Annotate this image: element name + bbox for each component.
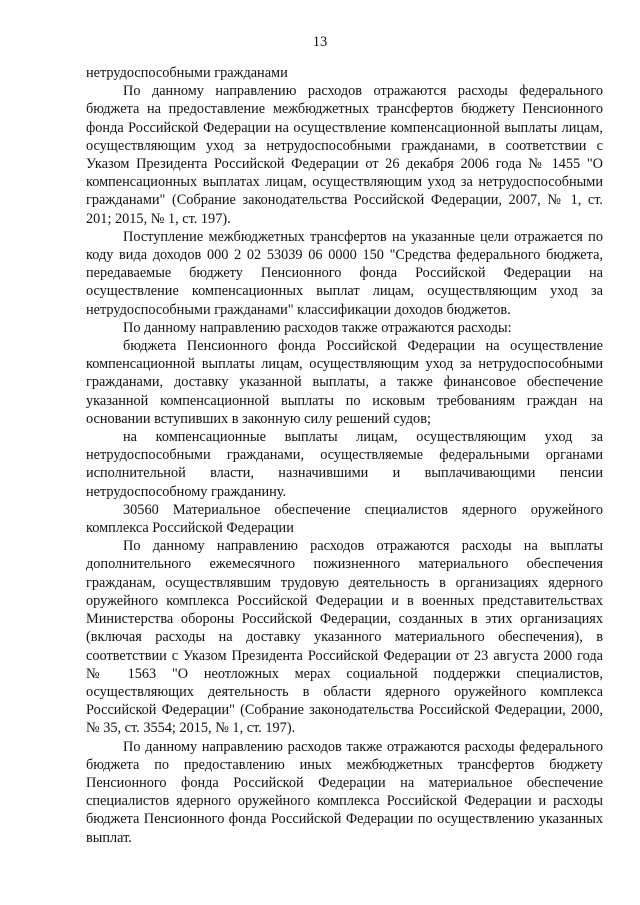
paragraph-income-code: Поступление межбюджетных трансфертов на указанные цели отражается по коду вида доходов 000 2 02 53039 06 0000 150 "Средства федерального бюджета, передаваемые бюджету Пенсионного фонда Российской Федерации на осуществление компенсационных выплат лицам, осуществляющим уход за нетрудоспособными гражданами" классификации доходов бюджетов. <box>86 228 603 318</box>
paragraph-compensation-payments: на компенсационные выплаты лицам, осуществляющим уход за нетрудоспособными гражданами, осуществляемые федеральными органами исполнительной власти, назначившими и выплачивающими пенсии нетрудоспособному гражданину. <box>86 429 603 500</box>
document-body <box>86 64 603 847</box>
section-heading-30560: 30560 Материальное обеспечение специалистов ядерного оружейного комплекса Российской Федерации <box>86 501 603 537</box>
paragraph-federal-budget-transfers: По данному направлению расходов отражаются расходы федерального бюджета на предоставление межбюджетных трансфертов бюджету Пенсионного фонда Российской Федерации на осуществление компенсационной выплаты лицам, осуществляющим уход за нетрудоспособными гражданами, в соответствии с Указом Президента Российской Федерации от 26 декабря 2006 года № 1455 "О компенсационных выплатах лицам, осуществляющим уход за нетрудоспособными гражданами" (Собрание законодательства Российской Федерации, 2007, № 1, ст. 201; 2015, № 1, ст. 197). <box>86 83 603 227</box>
page-number: 13 <box>312 34 328 50</box>
paragraph-also-reflected: По данному направлению расходов также отражаются расходы: <box>123 319 512 336</box>
paragraph-pension-fund-budget: бюджета Пенсионного фонда Российской Федерации на осуществление компенсационной выплаты лицам, осуществляющим уход за нетрудоспособными гражданами, доставку указанной выплаты, а также финансовое обеспечение указанной компенсационной выплаты по исковым требованиям граждан на основании вступивших в законную силу решений судов; <box>86 338 603 427</box>
paragraph-other-transfers: По данному направлению расходов также отражаются расходы федерального бюджета по предоставлению иных межбюджетных трансфертов бюджету Пенсионного фонда Российской Федерации на материальное обеспечение специалистов ядерного оружейного комплекса Российской Федерации и расходы бюджета Пенсионного фонда Российской Федерации по осуществлению указанных выплат. <box>86 738 603 846</box>
paragraph-continuation: нетрудоспособными гражданами <box>86 65 288 81</box>
paragraph-nuclear-specialists: По данному направлению расходов отражаются расходы на выплаты дополнительного ежемесячного пожизненного материального обеспечения гражданам, осуществлявшим трудовую деятельность в организациях ядерного оружейного комплекса Российской Федерации и в военных представительствах Министерства обороны Российской Федерации, созданных в этих организациях (включая расходы на доставку указанного материального обеспечения), в соответствии с Указом Президента Российской Федерации от 23 августа 2000 года № 1563 "О неотложных мерах социальной поддержки специалистов, осуществляющих деятельность в области ядерного оружейного комплекса Российской Федерации" (Собрание законодательства Российской Федерации, 2000, № 35, ст. 3554; 2015, № 1, ст. 197). <box>86 538 603 737</box>
